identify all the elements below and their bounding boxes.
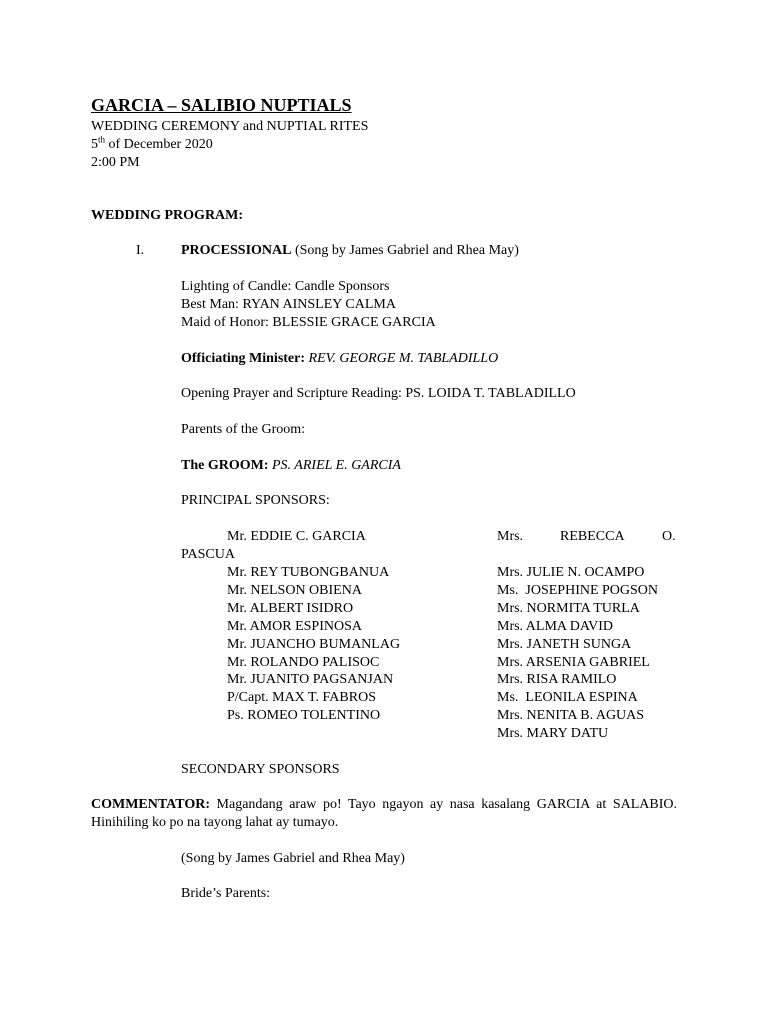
principal-sponsors-heading: PRINCIPAL SPONSORS: (181, 493, 330, 508)
sponsor-right: Mrs. NENITA B. AGUAS (497, 708, 645, 723)
sponsor-right-title: Mrs. (497, 529, 524, 544)
sponsor-right: Mrs. JULIE N. OCAMPO (497, 565, 645, 580)
sponsor-left: Mr. EDDIE C. GARCIA (227, 529, 366, 544)
sponsor-right: Mrs. ALMA DAVID (497, 619, 614, 634)
sponsor-left: Mr. ROLANDO PALISOC (227, 655, 380, 670)
opening-prayer: Opening Prayer and Scripture Reading: PS. LOIDA T. TABLADILLO (181, 386, 576, 401)
sponsor-right: Mrs. JANETH SUNGA (497, 637, 632, 652)
ceremony-time: 2:00 PM (91, 155, 140, 170)
sponsor-right: Mrs. NORMITA TURLA (497, 601, 640, 616)
sponsor-right-initial: O. (662, 529, 676, 544)
officiating-minister: Officiating Minister: REV. GEORGE M. TABLADILLO (181, 351, 499, 366)
sponsor-left: Mr. ALBERT ISIDRO (227, 601, 354, 616)
sponsor-right: Mrs. RISA RAMILO (497, 672, 617, 687)
ceremony-date: 5th of December 2020 (91, 134, 213, 152)
sponsor-left: P/Capt. MAX T. FABROS (227, 690, 376, 705)
secondary-sponsors-heading: SECONDARY SPONSORS (181, 762, 340, 777)
sponsor-left: Mr. JUANITO PAGSANJAN (227, 672, 394, 687)
candle-lighting: Lighting of Candle: Candle Sponsors (181, 279, 390, 294)
sponsor-left: Ps. ROMEO TOLENTINO (227, 708, 381, 723)
sponsor-left: Mr. NELSON OBIENA (227, 583, 362, 598)
sponsor-left: Mr. REY TUBONGBANUA (227, 565, 390, 580)
document-title: GARCIA – SALIBIO NUPTIALS (91, 95, 352, 115)
sponsor-right: Ms. LEONILA ESPINA (497, 690, 638, 705)
sponsor-left: Mr. AMOR ESPINOSA (227, 619, 362, 634)
sponsor-right-wrap: PASCUA (181, 547, 235, 562)
commentator-paragraph: COMMENTATOR: Magandang araw po! Tayo ngayon ay nasa kasalang GARCIA at SALABIO. Hinihiling ko po na tayong lahat ay tumayo. (91, 797, 677, 830)
section-numeral: I. (136, 243, 145, 258)
sponsor-left: Mr. JUANCHO BUMANLAG (227, 637, 401, 652)
maid-of-honor: Maid of Honor: BLESSIE GRACE GARCIA (181, 315, 436, 330)
sponsor-right-first: REBECCA (560, 529, 625, 544)
groom-line: The GROOM: PS. ARIEL E. GARCIA (181, 458, 401, 473)
best-man: Best Man: RYAN AINSLEY CALMA (181, 297, 396, 312)
program-heading: WEDDING PROGRAM: (91, 208, 244, 223)
ceremony-subtitle: WEDDING CEREMONY and NUPTIAL RITES (91, 119, 369, 134)
bride-parents: Bride’s Parents: (181, 886, 271, 901)
processional-line: PROCESSIONAL (Song by James Gabriel and Rhea May) (181, 243, 519, 258)
song-note: (Song by James Gabriel and Rhea May) (181, 851, 405, 866)
groom-parents: Parents of the Groom: (181, 422, 306, 437)
sponsor-right: Mrs. MARY DATU (497, 726, 609, 741)
sponsor-right: Ms. JOSEPHINE POGSON (497, 583, 659, 598)
sponsor-right: Mrs. ARSENIA GABRIEL (497, 655, 650, 670)
